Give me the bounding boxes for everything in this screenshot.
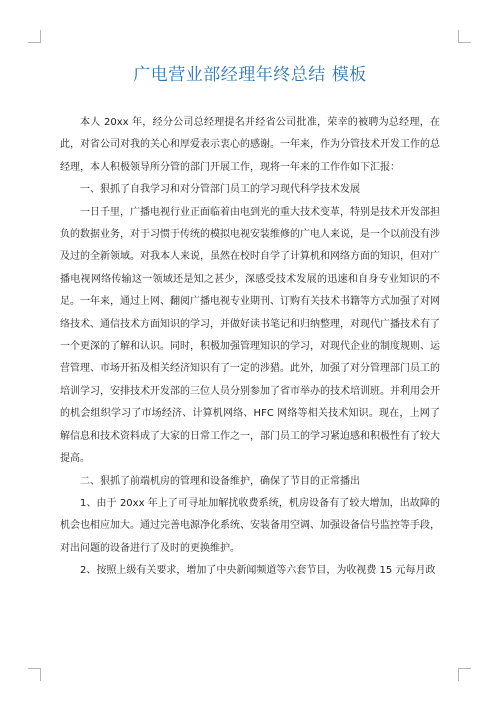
paragraph-item-2: 2、按照上级有关要求，增加了中央新闻频道等六套节目，为收视费 15 元每月政 — [80, 565, 436, 577]
paragraph-learning: 一日千里，广播电视行业正面临着由电到光的重大技术变革，特别是技术开发部担负的数据业务，对于习惯于传统的模拟电视安装维修的广电人来说，是一个以前没有涉及过的全新领域。对我本人来说，虽然在校时自学了计算机和网络方面的知识，但对广播电视网络传输这一领域还是知之甚少，深感受技术发展的迅速和自身专业知识的不足。一年来，通过上网、翻阅广播电视专业期刊、订购有关技术书籍等方式加强了对网络技术、通信技术方面知识的学习，并做好读书笔记和归纳整理，对现代广播技术有了一个更深的了解和认识。同时，积极加强管理知识的学习，对现代企业的制度规则、运营管理、市场开拓及相关经济知识有了一定的涉猎。此外，加强了对分管理部门员工的培训学习，安排技术开发部的三位人员分别参加了省市举办的技术培训班。并利用会开的机会组织学习了市场经济、计算机网络、HFC 网络等相关技术知识。现在，上网了解信息和技术资料成了大家的日常工作之一，部门员工的学习紧迫感和积极性有了较大提高。 — [60, 206, 440, 465]
crop-mark-top-right — [458, 30, 471, 43]
document-title: 广电营业部经理年终总结 模板 — [133, 65, 367, 85]
crop-mark-top-left — [28, 30, 41, 43]
document-body — [60, 112, 440, 583]
crop-mark-bottom-left — [28, 668, 41, 681]
section-heading-1: 一、狠抓了自我学习和对分管部门员工的学习现代科学技术发展 — [80, 184, 360, 196]
paragraph-item-1: 1、由于 20xx 年上了可寻址加解扰收费系统，机房设备有了较大增加，出故障的机会也相应加大。通过完善电源净化系统、安装备用空调、加强设备信号监控等手段，对出问题的设备进行了及时的更换维护。 — [60, 497, 440, 554]
paragraph-intro: 本人 20xx 年，经分公司总经理提名并经省公司批准，荣幸的被聘为总经理，在此，对省公司对我的关心和厚爱表示衷心的感谢。一年来，作为分管技术开发工作的总经理，本人积极领导所分管的部门开展工作，现将一年来的工作作如下汇报： — [60, 117, 440, 173]
section-heading-2: 二、狠抓了前端机房的管理和设备维护，确保了节目的正常播出 — [80, 475, 360, 487]
crop-mark-bottom-right — [458, 668, 471, 681]
